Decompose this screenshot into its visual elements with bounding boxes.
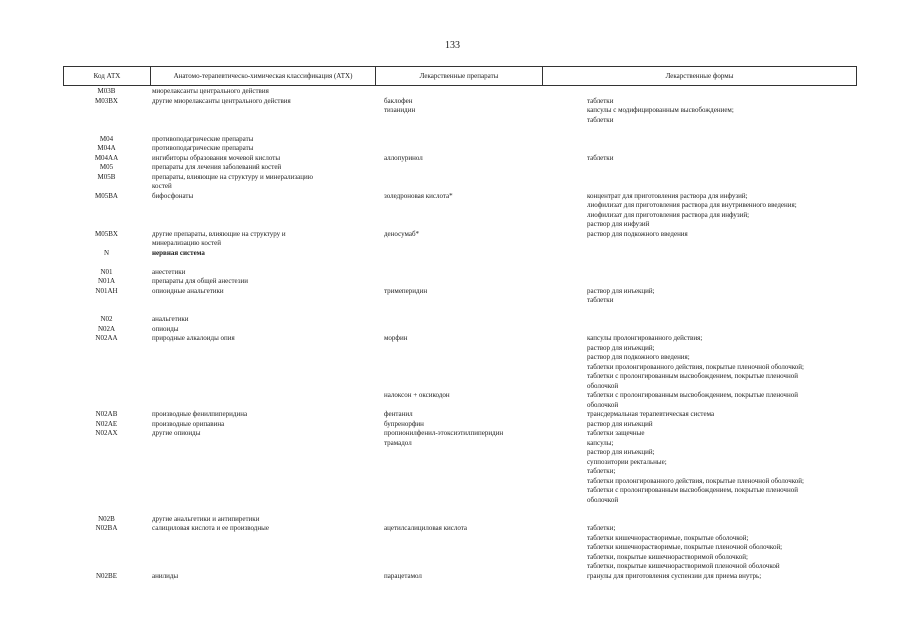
row-form: таблетки, покрытые кишечнорастворимой пленочной оболочкой (587, 562, 780, 570)
table-row (0, 562, 905, 572)
row-atx: анилиды (152, 571, 179, 580)
row-code: M04A (97, 144, 116, 152)
row-form: раствор для инъекций; (587, 286, 655, 295)
row-code: N02BE (96, 571, 117, 580)
table-header (63, 66, 857, 86)
row-drug: парацетамол (384, 571, 422, 580)
table-row (0, 515, 905, 525)
row-atx: противоподагрические препараты (152, 134, 254, 143)
row-form: таблетки (587, 96, 614, 105)
row-form: оболочкой (587, 381, 619, 390)
row-code: N02AX (95, 429, 118, 437)
row-drug: золедроновая кислота* (384, 191, 453, 200)
header-forms: Лекарственные формы (665, 72, 734, 80)
table-row (0, 182, 905, 192)
table-row (0, 87, 905, 97)
table-row (0, 496, 905, 506)
row-code: N02 (100, 315, 113, 323)
row-form: таблетки кишечнорастворимые, покрытые оболочкой; (587, 533, 749, 542)
table-row (0, 192, 905, 202)
row-form: раствор для инфузий (587, 220, 650, 228)
row-form: трансдермальная терапевтическая система (587, 410, 715, 418)
table-row (0, 524, 905, 534)
table-row (0, 382, 905, 392)
table-row (0, 467, 905, 477)
row-drug: аллопуринол (384, 153, 423, 162)
row-form: капсулы с модифицированным высвобождением; (587, 106, 734, 114)
row-code: M05B (97, 172, 116, 181)
table-row (0, 439, 905, 449)
row-form: раствор для инъекций; (587, 343, 655, 352)
table-row (0, 420, 905, 430)
row-form: таблетки с пролонгированным высвобождением, покрытые пленочной (587, 391, 798, 399)
table-row (0, 230, 905, 240)
table-row (0, 458, 905, 468)
row-drug: налоксон + оксикодон (384, 391, 450, 399)
row-drug: пропионилфенил-этоксиэтилпиперидин (384, 429, 504, 437)
table-row (0, 173, 905, 183)
row-code: M04 (99, 134, 114, 143)
table-row (0, 486, 905, 496)
table-row (0, 258, 905, 268)
table-row (0, 287, 905, 297)
row-code: N02BA (95, 524, 118, 532)
row-code: M05 (99, 163, 114, 171)
row-atx: препараты для лечения заболеваний костей (152, 163, 282, 171)
table-row (0, 268, 905, 278)
row-code: N (103, 248, 110, 257)
table-row (0, 325, 905, 335)
table-row (0, 239, 905, 249)
table-row (0, 220, 905, 230)
table-row (0, 363, 905, 373)
row-drug: фентанил (384, 410, 413, 418)
table-row (0, 277, 905, 287)
row-form: таблетки защечные (587, 429, 645, 437)
row-atx: опиоиды (152, 324, 179, 333)
row-code: N02AB (95, 410, 118, 418)
table-row (0, 429, 905, 439)
row-form: лиофилизат для приготовления раствора для инфузий; (587, 210, 750, 219)
row-form: таблетки (587, 296, 614, 304)
row-atx: производные орипавина (152, 419, 225, 428)
row-atx: природные алкалоиды опия (152, 334, 235, 342)
table-row (0, 135, 905, 145)
row-atx: ингибиторы образования мочевой кислоты (152, 153, 281, 162)
row-atx: препараты для общей анестезии (152, 277, 248, 285)
row-code: M05BA (95, 191, 118, 200)
row-atx: нервная система (152, 248, 205, 257)
row-form: лиофилизат для приготовления раствора для внутривенного введения; (587, 201, 797, 209)
table-row (0, 125, 905, 135)
table-row (0, 572, 905, 582)
table-row (0, 97, 905, 107)
row-form: таблетки (587, 115, 614, 124)
row-form: таблетки пролонгированного действия, покрытые пленочной оболочкой; (587, 362, 804, 371)
row-form: таблетки с пролонгированным высвобождением, покрытые пленочной (587, 372, 798, 380)
row-form: раствор для подкожного введения (587, 229, 688, 238)
table-row (0, 534, 905, 544)
table-body (0, 87, 905, 581)
row-form: капсулы пролонгированного действия; (587, 334, 703, 342)
row-drug: баклофен (384, 96, 413, 105)
row-drug: тизанидин (384, 106, 416, 114)
table-row (0, 211, 905, 221)
row-atx: бифосфонаты (152, 191, 194, 200)
table-row (0, 353, 905, 363)
row-form: таблетки кишечнорастворимые, покрытые пленочной оболочкой; (587, 543, 783, 551)
table-row (0, 344, 905, 354)
row-code: M05BX (95, 229, 118, 238)
row-code: N02B (98, 514, 115, 523)
row-form: таблетки, покрытые кишечнорастворимой оболочкой; (587, 552, 748, 561)
row-atx: препараты, влияющие на структуру и минерализацию (152, 172, 314, 181)
table-row (0, 448, 905, 458)
row-form: гранулы для приготовления суспензии для приема внутрь; (587, 571, 762, 580)
row-form: капсулы; (587, 438, 614, 447)
table-row (0, 553, 905, 563)
table-row (0, 401, 905, 411)
table-row (0, 477, 905, 487)
row-drug: морфин (384, 334, 408, 342)
row-drug: деносумаб* (384, 229, 420, 238)
row-atx: анестетики (152, 267, 186, 276)
row-form: раствор для инъекций; (587, 448, 655, 456)
row-atx: другие анальгетики и антипиретики (152, 514, 260, 523)
header-code: Код АТХ (64, 67, 151, 85)
row-atx: другие препараты, влияющие на структуру и (152, 229, 286, 238)
table-row (0, 144, 905, 154)
table-row (0, 249, 905, 259)
table-row (0, 163, 905, 173)
table-row (0, 154, 905, 164)
table-row (0, 106, 905, 116)
row-code: N01 (100, 267, 113, 276)
table-row (0, 201, 905, 211)
row-form: таблетки; (587, 524, 616, 532)
row-form: таблетки с пролонгированным высвобождением, покрытые пленочной (587, 486, 798, 494)
row-drug: ацетилсалициловая кислота (384, 524, 468, 532)
row-atx: костей (152, 182, 172, 190)
row-code: N02AA (95, 334, 118, 342)
row-atx: минерализацию костей (152, 239, 222, 247)
row-atx: опиоидные анальгетики (152, 286, 224, 295)
row-atx: производные фенилпиперидина (152, 410, 248, 418)
row-form: раствор для подкожного введения; (587, 353, 690, 361)
row-atx: миорелаксанты центрального действия (152, 87, 269, 95)
row-form: концентрат для приготовления раствора для инфузий; (587, 191, 748, 200)
row-code: N02AE (95, 419, 118, 428)
row-atx: салициловая кислота и ее производные (152, 524, 269, 532)
page-number: 133 (445, 40, 460, 51)
row-atx: противоподагрические препараты (152, 144, 254, 152)
table-row (0, 410, 905, 420)
table-row (0, 391, 905, 401)
table-row (0, 334, 905, 344)
table-row (0, 372, 905, 382)
table-row (0, 505, 905, 515)
row-code: M04AA (94, 153, 119, 162)
row-form: суппозитории ректальные; (587, 457, 667, 466)
table-row (0, 306, 905, 316)
row-atx: другие миорелаксанты центрального действия (152, 96, 291, 105)
row-form: таблетки (587, 153, 614, 162)
table-row (0, 543, 905, 553)
table-row (0, 116, 905, 126)
row-drug: трамадол (384, 438, 412, 447)
row-form: раствор для инъекций (587, 419, 653, 428)
table-row (0, 296, 905, 306)
row-code: M03B (97, 87, 116, 95)
row-code: M03BX (95, 96, 118, 105)
row-drug: бупренорфин (384, 419, 424, 428)
row-code: N01AH (95, 286, 118, 295)
row-form: таблетки пролонгированного действия, покрытые пленочной оболочкой; (587, 476, 804, 485)
row-form: таблетки; (587, 467, 616, 475)
table-row (0, 315, 905, 325)
row-code: N01A (97, 277, 116, 285)
row-drug: тримеперидин (384, 286, 428, 295)
row-form: оболочкой (587, 400, 619, 409)
row-form: оболочкой (587, 495, 619, 504)
row-atx: другие опиоиды (152, 429, 201, 437)
row-atx: анальгетики (152, 315, 189, 323)
header-drugs: Лекарственные препараты (376, 67, 543, 85)
row-code: N02A (97, 324, 116, 333)
header-atx: Анатомо-терапевтическо-химическая классификация (АТХ) (151, 67, 376, 85)
